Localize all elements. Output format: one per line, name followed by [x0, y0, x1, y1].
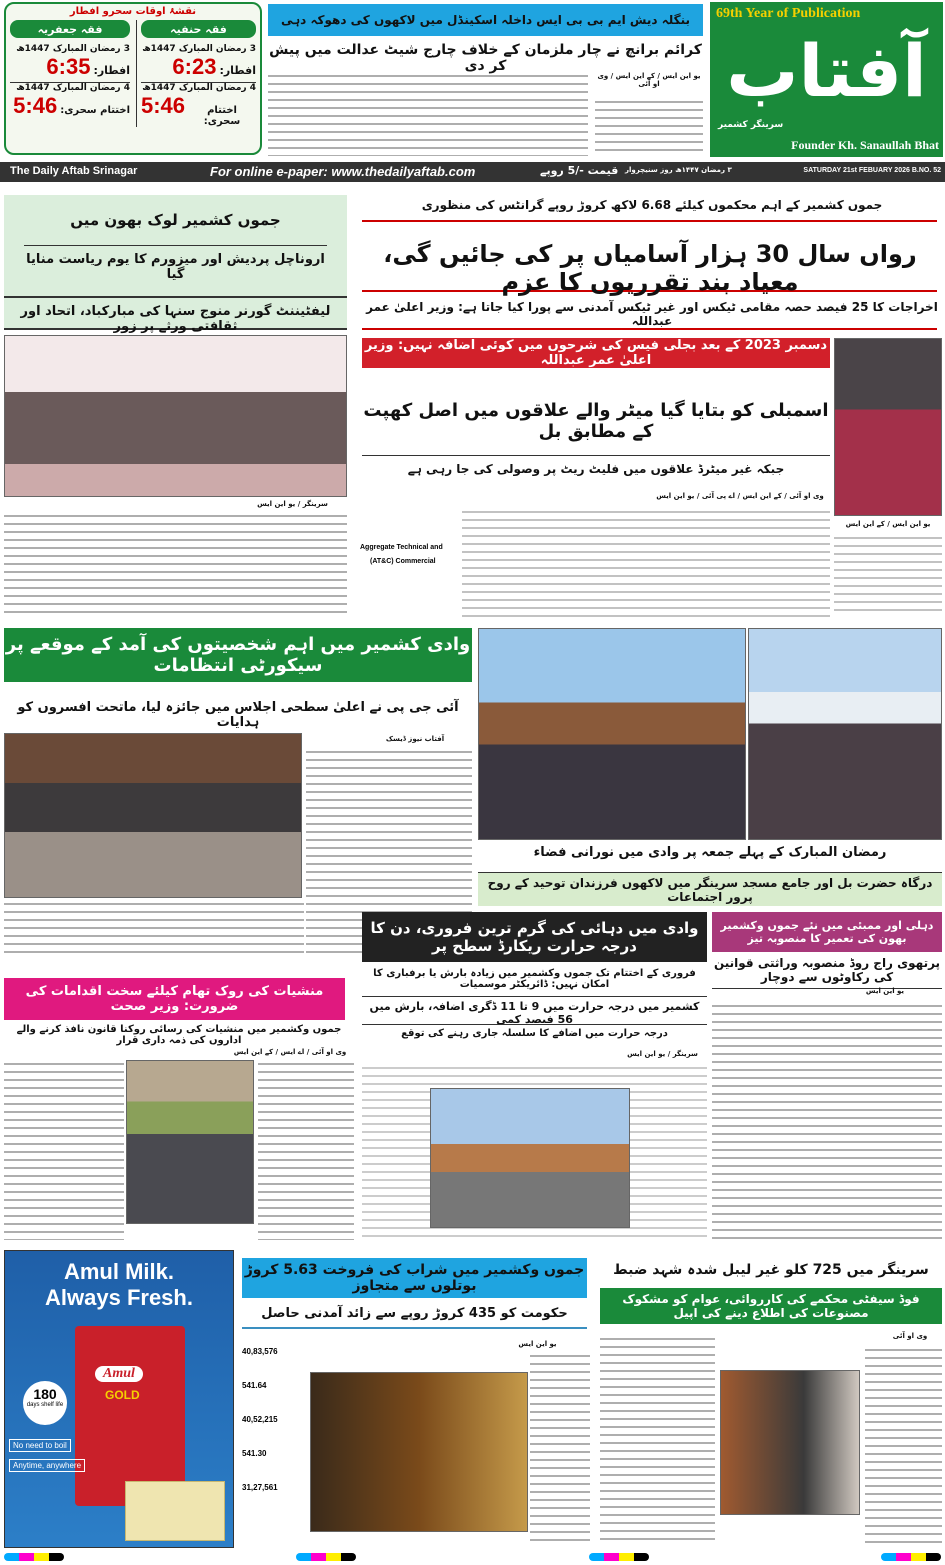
drugs-subhead: جموں وکشمیر میں منشیات کی رسائی روکنا قانون نافذ کرنے والے اداروں کی ذمہ داری قرار: [16, 1024, 342, 1046]
power-headline: اسمبلی کو بتایا گیا میٹر والے علاقوں میں اصل کھپت کے مطابق بل: [363, 400, 829, 442]
security-byline: آفتاب نیوز ڈیسک: [385, 735, 445, 743]
drugs-body-2: [258, 1060, 354, 1240]
security-meeting-photo: [4, 733, 302, 898]
milk-pack: [75, 1326, 185, 1506]
power-body: [462, 508, 830, 617]
price: قیمت -/5 روپے: [540, 164, 619, 177]
weather-sub1: فروری کے اختتام تک جموں وکشمیر میں زیادہ بارش یا برفباری کا امکان نہیں: ڈائریکٹر موسمیات: [373, 968, 696, 990]
jafaria-label: فقہ جعفریہ: [10, 20, 130, 38]
top-story-headline: کرائم برانچ نے چار ملزمان کے خلاف چارج شیٹ عدالت میں پیش کر دی: [269, 42, 702, 74]
ad-tag2: Anytime, anywhere: [9, 1459, 85, 1472]
founder: Founder Kh. Sanaullah Bhat: [791, 138, 939, 152]
power-byline: وی او آئی / کے این ایس / اے پی آئی / یو این ایس: [656, 492, 824, 500]
lokbhavan-h1: جموں کشمیر لوک بھون میں: [70, 211, 281, 229]
figure: 40,83,576: [242, 1347, 278, 1356]
figure: 541.30: [242, 1449, 267, 1458]
lead-subhead: اخراجات کا 25 فیصد حصہ مقامی ٹیکس اور غیر ٹیکس آمدنی سے پورا کیا جاتا ہے: وزیر اعلیٰ عمر عبداللہ: [366, 300, 938, 328]
weather-headline: وادی میں دہائی کی گرم ترین فروری، دن کا درجہ حرارت ریکارڈ سطح پر: [362, 912, 707, 962]
lokbhavan-photo: [4, 335, 347, 497]
security-body-2: [4, 900, 304, 956]
drugs-byline: وی او آئی / اے ایس / کے این ایس: [233, 1048, 347, 1056]
top-story-body-2: [595, 98, 703, 156]
liquor-headline: جموں وکشمیر میں شراب کی فروخت 5.63 کروڑ بوتلوں سے متجاوز: [242, 1258, 587, 1298]
lokbhavan-h2: اروناچل پردیش اور میزورم کا یوم ریاست منایا گیا: [24, 245, 327, 282]
jafaria-sehri-time: 5:46: [13, 93, 58, 118]
honey-seizure-photo: [720, 1370, 860, 1515]
ad-product: GOLD: [105, 1388, 140, 1402]
liquor-subhead: حکومت کو 435 کروڑ روپے سے زائد آمدنی حاصل: [242, 1306, 587, 1329]
jafaria-iftar-time: 6:35: [46, 54, 91, 79]
bhawan-headline: پرتھوی راج روڈ منصوبہ وراثتی قوانین کی رکاوٹوں سے دوچار: [712, 956, 942, 989]
jafaria-date1: 3 رمضان المبارک 1447ھ: [16, 44, 130, 54]
info-strip: [0, 162, 945, 182]
ad-tag1: No need to boil: [9, 1439, 71, 1452]
hanafi-sehri-time: 5:46: [141, 93, 186, 118]
sweets-image: [125, 1481, 225, 1541]
lokbhavan-box: [4, 195, 347, 334]
weather-byline: سرینگر / یو این ایس: [627, 1050, 698, 1058]
liquor-body: [530, 1352, 590, 1542]
masthead-logo: آفتاب: [726, 29, 927, 113]
year-of-publication: 69th Year of Publication: [716, 6, 861, 21]
security-subhead: آئی جی پی نے اعلیٰ سطحی اجلاس میں جائزہ لیا، ماتحت افسروں کو ہدایات: [17, 700, 459, 730]
health-minister-photo: [126, 1060, 254, 1224]
hanafi-date2: 4 رمضان المبارک 1447ھ: [142, 83, 256, 93]
top-story-byline: یو این ایس / کے این ایس / وی او آئی: [597, 72, 701, 88]
weather-sub3: درجہ حرارت میں اضافے کا سلسلہ جاری رہنے کی توقع: [362, 1024, 707, 1039]
figure: 40,52,215: [242, 1415, 278, 1424]
jamia-masjid-photo: [478, 628, 746, 840]
power-body-2: [834, 534, 942, 617]
power-term2: (AT&C) Commercial: [370, 558, 436, 565]
hazratbal-photo: [748, 628, 942, 840]
liquor-figures: [242, 1346, 308, 1494]
lokbhavan-byline: سرینگر / یو این ایس: [257, 500, 328, 508]
security-headline: وادی کشمیر میں اہم شخصیتوں کی آمد کے موقعے پر سیکورٹی انتظامات: [4, 628, 472, 682]
ad-brand: Amul: [95, 1366, 143, 1382]
top-story-body: [268, 72, 588, 156]
drugs-body: [4, 1060, 124, 1240]
sehri-label: اختتام سحری:: [203, 105, 241, 127]
masthead: [710, 2, 943, 157]
amul-advertisement[interactable]: [4, 1250, 234, 1548]
omar-abdullah-photo: [834, 338, 942, 516]
power-subhead: جبکہ غیر میٹرڈ علاقوں میں فلیٹ ریٹ پر وصولی کی جا رہی ہے: [362, 455, 830, 476]
issue-date: SATURDAY 21st FEBUARY 2026 B.NO. 52: [803, 167, 941, 174]
friday-caption2: درگاہ حضرت بل اور جامع مسجد سرینگر میں لاکھوں فرزندان توحید کے روح پرور اجتماعات: [478, 872, 942, 906]
lead-kicker: جموں کشمیر کے اہم محکموں کیلئے 6.68 لاکھ کروڑ روپے گرانٹس کی منظوری: [421, 198, 883, 212]
lead-headline: رواں سال 30 ہزار آسامیاں پر کی جائیں گی، معیاد بند تقرریوں کا عزم: [383, 240, 917, 296]
drugs-banner: منشیات کی روک تھام کیلئے سخت اقدامات کی ضرورت: وزیر صحت: [4, 978, 345, 1020]
honey-body: [600, 1335, 715, 1545]
ad-line2: Always Fresh.: [45, 1285, 193, 1310]
honey-byline: وی او آئی: [892, 1332, 928, 1340]
honey-headline: سرینگر میں 725 کلو غیر لیبل شدہ شہد ضبط: [613, 1262, 929, 1278]
iftar-label: افطار:: [93, 64, 130, 77]
masthead-city: سرینگر کشمیر: [718, 120, 784, 130]
bhawan-banner: دہلی اور ممبئی میں نئے جموں وکشمیر بھون کی تعمیر کا منصوبہ تیز: [712, 912, 942, 952]
honey-subhead: فوڈ سیفٹی محکمے کی کارروائی، عوام کو مشکوک مصنوعات کی اطلاع دینے کی اپیل: [600, 1288, 942, 1324]
bhawan-body: [712, 1002, 942, 1240]
shelf-text: days shelf life: [26, 1402, 64, 1408]
registration-marks: [4, 1553, 941, 1563]
bhawan-byline: یو این ایس: [865, 987, 905, 995]
sehri-label: اختتام سحری:: [60, 105, 130, 116]
shelf-num: 180: [33, 1386, 57, 1402]
lokbhavan-body: [4, 512, 347, 615]
paper-name: The Daily Aftab Srinagar: [10, 165, 138, 177]
hanafi-date1: 3 رمضان المبارک 1447ھ: [142, 44, 256, 54]
clock-tower-photo: [430, 1088, 630, 1228]
iftar-label: افطار:: [219, 64, 256, 77]
top-story-kicker: بنگلہ دیش ایم بی بی ایس داخلہ اسکینڈل میں لاکھوں کی دھوکہ دہی: [268, 4, 703, 36]
liquor-byline: یو این ایس: [518, 1340, 557, 1348]
jafaria-date2: 4 رمضان المبارک 1447ھ: [10, 82, 130, 93]
power-banner: دسمبر 2023 کے بعد بجلی فیس کی شرحوں میں کوئی اضافہ نہیں: وزیر اعلیٰ عمر عبداللہ: [362, 338, 830, 368]
epaper-link[interactable]: For online e-paper: www.thedailyaftab.com: [210, 164, 476, 179]
weather-sub2: کشمیر میں درجہ حرارت میں 9 تا 11 ڈگری اضافہ، بارش میں 56 فیصد کمی: [362, 996, 707, 1026]
photo-caption: یو این ایس / کے این ایس: [845, 520, 931, 528]
ad-line1: Amul Milk.: [63, 1259, 174, 1284]
figure: 31,27,561: [242, 1483, 278, 1492]
hanafi-iftar-time: 6:23: [172, 54, 217, 79]
power-term1: Aggregate Technical and: [360, 544, 443, 551]
hijri-date: ۳ رمضان ۱۴۴۷ھ روز سنیچروار: [625, 166, 732, 174]
hanafi-label: فقہ حنفیہ: [141, 20, 256, 38]
timings-title: نقشۂ اوقات سحرو افطار: [69, 6, 197, 17]
shelf-life-badge: [23, 1381, 67, 1425]
lokbhavan-h3: لیفٹیننٹ گورنر منوج سنہا کی مبارکباد، اتحاد اور ثقافتی ورثے پر زور: [4, 296, 347, 334]
honey-body-2: [865, 1346, 942, 1545]
friday-caption1: رمضان المبارک کے پہلے جمعہ پر وادی میں نورانی فضاء: [533, 845, 887, 860]
figure: 541.64: [242, 1381, 267, 1390]
sehri-iftar-timings: [4, 2, 262, 155]
liquor-bottles-photo: [310, 1372, 528, 1532]
